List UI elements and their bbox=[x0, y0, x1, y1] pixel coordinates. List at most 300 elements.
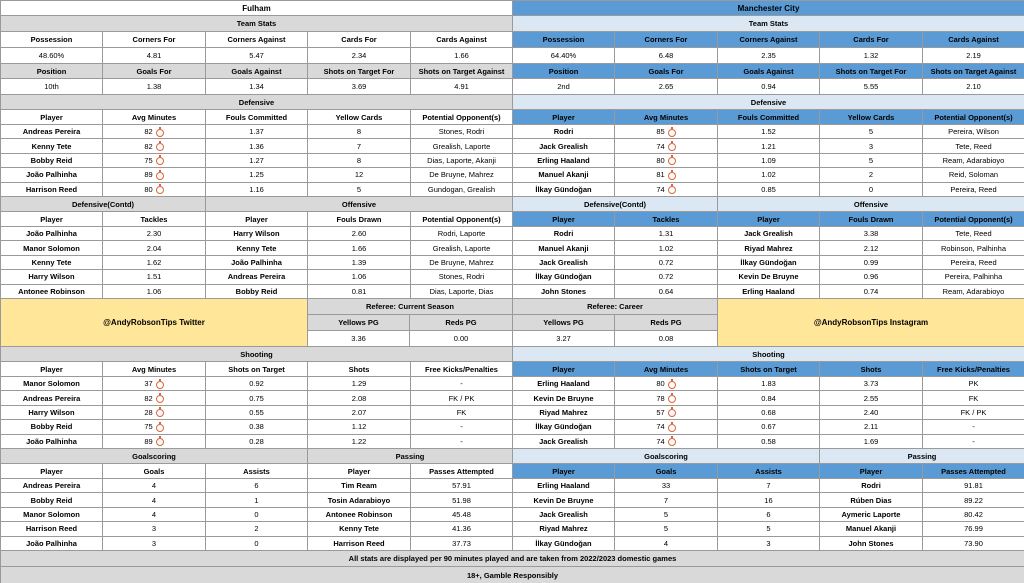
home-offensive-cell bbox=[411, 285, 513, 299]
away-offensive-cell bbox=[820, 227, 923, 241]
away-offensive-cell-text: Pereira, Reed bbox=[950, 257, 997, 267]
home-defensive-header-2 bbox=[206, 110, 308, 125]
away-goals-cell bbox=[615, 508, 718, 522]
home-goals-cell-text: Andreas Pereira bbox=[22, 481, 81, 491]
away-tackles-cell-text: Rodri bbox=[553, 229, 574, 239]
home-goals-header-0-text: Player bbox=[40, 466, 63, 476]
away-offensive-header-1-text: Fouls Drawn bbox=[848, 214, 894, 224]
home-shooting-cell bbox=[1, 391, 103, 405]
home-shooting-cell-text: 28 bbox=[144, 407, 153, 417]
away-shooting-cell bbox=[923, 391, 1024, 405]
away-defensive-header-0 bbox=[513, 110, 615, 125]
home-shooting-cell-text: 1.22 bbox=[351, 436, 367, 446]
away-passing-cell bbox=[923, 493, 1024, 507]
away-defensive-cell-text: Reid, Soloman bbox=[948, 170, 999, 180]
home-stats2-header-4 bbox=[411, 64, 513, 79]
away-defensive-cell bbox=[513, 154, 615, 168]
away-passing-cell-text: 73.90 bbox=[964, 538, 983, 548]
footer-gamble-row bbox=[1, 567, 1024, 583]
home-tackles-header-0-text: Player bbox=[40, 214, 63, 224]
away-shooting-header-1 bbox=[615, 362, 718, 377]
stopwatch-icon bbox=[668, 438, 676, 446]
away-stat1-value-text: 1.32 bbox=[863, 51, 879, 60]
home-offensive-cell bbox=[206, 256, 308, 270]
away-stats2-header-4-text: Shots on Target Against bbox=[930, 66, 1017, 76]
home-defensive-contd-title-text: Defensive(Contd) bbox=[71, 199, 135, 209]
away-shooting-cell-text: Erling Haaland bbox=[537, 379, 590, 389]
away-defensive-cell bbox=[513, 139, 615, 153]
home-offensive-cell-text: Grealish, Laporte bbox=[432, 243, 491, 253]
home-defensive-header-4 bbox=[411, 110, 513, 125]
home-shooting-cell bbox=[411, 406, 513, 420]
home-tackles-cell bbox=[103, 256, 206, 270]
home-defensive-cell bbox=[411, 139, 513, 153]
away-stats2-header-3-text: Shots on Target For bbox=[835, 66, 907, 76]
away-defensive-header-3 bbox=[820, 110, 923, 125]
home-shooting-cell-text: 0.28 bbox=[249, 436, 264, 446]
away-shooting-cell bbox=[513, 377, 615, 391]
home-offensive-cell bbox=[206, 285, 308, 299]
home-shooting-cell-text: 0.55 bbox=[249, 407, 264, 417]
home-defensive-cell bbox=[103, 168, 206, 182]
home-stats1-header-2-text: Corners Against bbox=[227, 35, 286, 44]
home-stat2-value-text: 1.34 bbox=[249, 82, 264, 91]
away-shooting-cell-text: Jack Grealish bbox=[539, 436, 588, 446]
home-offensive-cell bbox=[206, 227, 308, 241]
home-tackles-cell-text: João Palhinha bbox=[26, 229, 77, 239]
home-stat2-value bbox=[411, 79, 513, 95]
away-offensive-cell-text: 2.12 bbox=[863, 243, 879, 253]
home-stats1-header-0 bbox=[1, 32, 103, 48]
home-tackles-cell-text: 1.62 bbox=[146, 257, 162, 267]
home-stats2-header-2 bbox=[206, 64, 308, 79]
home-tackles-cell-text: Manor Solomon bbox=[23, 243, 80, 253]
home-offensive-cell-text: 1.39 bbox=[351, 257, 367, 267]
away-tackles-cell bbox=[513, 285, 615, 299]
home-stats2-header-3 bbox=[308, 64, 411, 79]
away-shooting-header-3-text: Shots bbox=[860, 364, 882, 374]
home-shooting-cell bbox=[411, 435, 513, 449]
home-shooting-cell-text: Manor Solomon bbox=[23, 379, 80, 389]
home-goals-cell-text: 1 bbox=[254, 495, 259, 505]
away-defensive-cell bbox=[820, 139, 923, 153]
home-passing-header-1 bbox=[411, 464, 513, 479]
away-goals-cell bbox=[718, 522, 820, 536]
away-shooting-cell-text: İlkay Gündoğan bbox=[535, 422, 592, 432]
home-stats2-header-4-text: Shots on Target Against bbox=[418, 66, 505, 76]
home-shooting-cell-text: FK bbox=[456, 407, 467, 417]
home-tackles-cell-text: Harry Wilson bbox=[28, 272, 75, 282]
away-shooting-cell-text: 0.68 bbox=[761, 407, 776, 417]
away-stat1-value bbox=[615, 48, 718, 64]
home-offensive-cell bbox=[308, 270, 411, 284]
home-tackles-cell-text: Kenny Tete bbox=[31, 257, 72, 267]
away-shooting-cell-text: PK bbox=[968, 379, 979, 389]
home-shooting-cell-text: 0.75 bbox=[249, 393, 264, 403]
home-defensive-cell-text: Grealish, Laporte bbox=[432, 141, 491, 151]
referee-current-title: Referee: Current Season bbox=[308, 299, 513, 315]
footer-note-row bbox=[1, 551, 1024, 567]
home-offensive-cell-text: João Palhinha bbox=[231, 257, 282, 267]
referee-career-yellows-label: Yellows PG bbox=[513, 315, 615, 331]
away-defensive-cell bbox=[923, 125, 1024, 139]
away-tackles-cell bbox=[513, 227, 615, 241]
away-tackles-cell-text: İlkay Gündoğan bbox=[535, 272, 592, 282]
home-shooting-cell bbox=[1, 377, 103, 391]
home-shooting-cell-text: 1.29 bbox=[351, 379, 367, 389]
shooting-data-row bbox=[1, 391, 1024, 405]
away-shooting-header-0 bbox=[513, 362, 615, 377]
home-offensive-header-1-text: Fouls Drawn bbox=[336, 214, 382, 224]
home-shooting-cell bbox=[308, 406, 411, 420]
home-goals-cell bbox=[206, 479, 308, 493]
away-stats2-header-0 bbox=[513, 64, 615, 79]
home-shooting-header-3-text: Shots bbox=[348, 364, 370, 374]
away-defensive-cell-text: 85 bbox=[656, 127, 665, 137]
away-stat2-value-text: 0.94 bbox=[761, 82, 776, 91]
stopwatch-icon bbox=[668, 143, 676, 151]
away-offensive-header-0 bbox=[718, 212, 820, 227]
away-shooting-header-4 bbox=[923, 362, 1024, 377]
away-offensive-cell bbox=[923, 241, 1024, 255]
away-shooting-cell bbox=[820, 435, 923, 449]
away-tackles-header-0 bbox=[513, 212, 615, 227]
home-offensive-cell bbox=[411, 270, 513, 284]
home-defensive-cell bbox=[308, 154, 411, 168]
home-offensive-cell-text: Andreas Pereira bbox=[227, 272, 286, 282]
home-offensive-cell bbox=[206, 270, 308, 284]
referee-current bbox=[308, 299, 513, 347]
home-tackles-header-0 bbox=[1, 212, 103, 227]
stopwatch-icon bbox=[668, 186, 676, 194]
defcontd-header-row bbox=[1, 212, 1024, 227]
away-shooting-cell-text: 3.73 bbox=[863, 379, 879, 389]
home-defensive-cell-text: 1.25 bbox=[249, 170, 264, 180]
away-passing-cell bbox=[820, 522, 923, 536]
home-offensive-cell-text: Kenny Tete bbox=[236, 243, 277, 253]
home-passing-cell-text: 41.36 bbox=[452, 524, 471, 534]
home-defensive-header-2-text: Fouls Committed bbox=[225, 112, 288, 122]
away-offensive-cell-text: Riyad Mahrez bbox=[744, 243, 793, 253]
home-shooting-header-3 bbox=[308, 362, 411, 377]
home-stat2-value-text: 4.91 bbox=[454, 82, 469, 91]
defensive-data-row bbox=[1, 154, 1024, 168]
home-stats1-header-3 bbox=[308, 32, 411, 48]
home-defensive-cell-text: Dias, Laporte, Akanji bbox=[427, 155, 496, 165]
goals-data-row bbox=[1, 479, 1024, 493]
away-stat1-value bbox=[820, 48, 923, 64]
home-goals-cell bbox=[206, 508, 308, 522]
away-goals-cell-text: 4 bbox=[663, 538, 669, 548]
away-shooting-cell-text: - bbox=[972, 422, 975, 432]
home-defensive-header-0-text: Player bbox=[40, 112, 63, 122]
stopwatch-icon bbox=[156, 438, 164, 446]
defcontd-data-row bbox=[1, 270, 1024, 284]
away-shooting-title-text: Shooting bbox=[752, 349, 785, 359]
home-defensive-cell-text: 1.36 bbox=[249, 141, 264, 151]
away-tackles-cell-text: Manuel Akanji bbox=[538, 243, 589, 253]
home-goals-cell-text: Bobby Reid bbox=[30, 495, 73, 505]
home-tackles-cell bbox=[103, 227, 206, 241]
home-offensive-cell bbox=[411, 256, 513, 270]
away-defensive-cell-text: 3 bbox=[868, 141, 874, 151]
away-defensive-cell bbox=[820, 168, 923, 182]
away-shooting-cell-text: - bbox=[972, 436, 975, 446]
referee-career-yellows: 3.27 bbox=[513, 331, 615, 347]
team-stats-header-row-1 bbox=[1, 32, 1024, 48]
away-defensive-cell-text: 0 bbox=[868, 184, 874, 194]
home-offensive-header-2 bbox=[411, 212, 513, 227]
home-offensive-cell-text: 1.06 bbox=[351, 272, 367, 282]
team-stats-title-row bbox=[1, 16, 1024, 32]
home-offensive-header-0-text: Player bbox=[245, 214, 268, 224]
stopwatch-icon bbox=[156, 129, 164, 137]
away-goals-cell bbox=[615, 493, 718, 507]
away-stats2-header-3 bbox=[820, 64, 923, 79]
instagram-promo: @AndyRobsonTips Instagram bbox=[718, 299, 1024, 347]
home-defensive-cell-text: 82 bbox=[144, 127, 153, 137]
home-tackles-cell bbox=[1, 270, 103, 284]
away-defensive-header-3-text: Yellow Cards bbox=[847, 112, 895, 122]
home-goals-cell-text: 6 bbox=[254, 481, 259, 491]
home-goals-header-1-text: Goals bbox=[143, 466, 165, 476]
home-shooting-header-4-text: Free Kicks/Penalties bbox=[425, 364, 498, 374]
stopwatch-icon bbox=[156, 143, 164, 151]
home-stat1-value-text: 48.60% bbox=[38, 51, 65, 60]
home-offensive-cell-text: Stones, Rodri bbox=[438, 272, 485, 282]
away-shooting-cell-text: 0.67 bbox=[761, 422, 776, 432]
home-tackles-cell bbox=[103, 285, 206, 299]
home-shooting-header-1-text: Avg Minutes bbox=[131, 364, 177, 374]
away-defensive-contd-title-text: Defensive(Contd) bbox=[583, 199, 647, 209]
away-stat2-value bbox=[615, 79, 718, 95]
home-shooting-cell-text: 2.07 bbox=[351, 407, 367, 417]
stopwatch-icon bbox=[156, 381, 164, 389]
away-defensive-cell-text: 0.85 bbox=[761, 184, 776, 194]
away-passing-cell-text: 76.99 bbox=[964, 524, 983, 534]
away-defensive-cell bbox=[820, 125, 923, 139]
home-goals-cell bbox=[103, 493, 206, 507]
home-shooting-cell bbox=[1, 420, 103, 434]
away-goals-cell-text: Erling Haaland bbox=[537, 481, 590, 491]
home-defensive-cell bbox=[411, 125, 513, 139]
goals-data-row bbox=[1, 508, 1024, 522]
away-offensive-cell bbox=[923, 227, 1024, 241]
home-defensive-cell-text: Gundogan, Grealish bbox=[427, 184, 496, 194]
away-stats2-header-4 bbox=[923, 64, 1024, 79]
home-defensive-cell-text: Kenny Tete bbox=[31, 141, 72, 151]
away-defensive-cell-text: 1.21 bbox=[761, 141, 776, 151]
stopwatch-icon bbox=[668, 395, 676, 403]
home-passing-cell bbox=[308, 479, 411, 493]
home-shooting-cell bbox=[308, 391, 411, 405]
away-stat1-value-text: 2.19 bbox=[966, 51, 981, 60]
home-defensive-cell-text: 7 bbox=[356, 141, 362, 151]
away-stat2-value bbox=[820, 79, 923, 95]
away-offensive-header-0-text: Player bbox=[757, 214, 780, 224]
away-defensive-cell bbox=[718, 168, 820, 182]
home-stat1-value-text: 4.81 bbox=[146, 51, 162, 60]
defcontd-title-row bbox=[1, 197, 1024, 212]
home-shooting-cell-text: 37 bbox=[144, 379, 153, 389]
away-stat1-value bbox=[513, 48, 615, 64]
home-shooting-cell-text: Andreas Pereira bbox=[22, 393, 81, 403]
away-shooting-cell bbox=[923, 377, 1024, 391]
home-passing-cell-text: Antonee Robinson bbox=[325, 509, 393, 519]
away-goals-header-0-text: Player bbox=[552, 466, 575, 476]
away-passing-header-0 bbox=[820, 464, 923, 479]
home-stats1-header-3-text: Cards For bbox=[341, 35, 377, 44]
away-defensive-cell-text: Jack Grealish bbox=[539, 141, 588, 151]
defensive-data-row bbox=[1, 139, 1024, 153]
home-defensive-cell bbox=[1, 168, 103, 182]
away-defensive-cell-text: 2 bbox=[868, 170, 874, 180]
away-shooting-cell-text: 1.83 bbox=[761, 379, 776, 389]
home-shooting-cell bbox=[411, 377, 513, 391]
away-defensive-cell bbox=[615, 154, 718, 168]
away-goals-cell bbox=[718, 537, 820, 551]
home-shooting-cell-text: 82 bbox=[144, 393, 153, 403]
away-defensive-title-text: Defensive bbox=[750, 97, 787, 107]
home-goalscoring-title bbox=[1, 449, 308, 464]
away-tackles-cell-text: 0.72 bbox=[658, 257, 674, 267]
away-stat2-value-text: 5.55 bbox=[863, 82, 879, 91]
away-offensive-title-text: Offensive bbox=[853, 199, 889, 209]
away-defensive-cell bbox=[615, 183, 718, 197]
away-offensive-cell bbox=[923, 256, 1024, 270]
home-tackles-cell-text: 1.06 bbox=[146, 286, 162, 296]
away-goals-cell bbox=[513, 537, 615, 551]
home-stats1-header-4-text: Cards Against bbox=[436, 35, 487, 44]
shooting-data-row bbox=[1, 406, 1024, 420]
home-team-stats-label: Team Stats bbox=[1, 16, 513, 32]
home-goals-cell bbox=[1, 508, 103, 522]
home-passing-cell bbox=[411, 493, 513, 507]
away-passing-cell bbox=[923, 522, 1024, 536]
home-tackles-cell-text: Antonee Robinson bbox=[18, 286, 85, 296]
away-passing-title-text: Passing bbox=[907, 451, 937, 461]
away-stat1-value-text: 6.48 bbox=[658, 51, 674, 60]
home-goals-cell-text: 0 bbox=[254, 509, 259, 519]
home-shooting-cell-text: 75 bbox=[144, 422, 153, 432]
away-defensive-header-0-text: Player bbox=[552, 112, 575, 122]
home-tackles-cell-text: 2.04 bbox=[146, 243, 162, 253]
home-stats1-header-2 bbox=[206, 32, 308, 48]
shooting-data-row bbox=[1, 377, 1024, 391]
home-stat1-value-text: 5.47 bbox=[249, 51, 264, 60]
away-goals-cell-text: 7 bbox=[663, 495, 669, 505]
away-defensive-header-1 bbox=[615, 110, 718, 125]
away-tackles-header-0-text: Player bbox=[552, 214, 575, 224]
home-goals-cell bbox=[1, 479, 103, 493]
away-stat2-value-text: 2nd bbox=[557, 82, 570, 91]
shooting-data-row bbox=[1, 435, 1024, 449]
away-offensive-cell bbox=[923, 285, 1024, 299]
away-shooting-cell-text: 57 bbox=[656, 407, 665, 417]
home-team-title: Fulham bbox=[1, 1, 513, 16]
away-stats1-header-4 bbox=[923, 32, 1024, 48]
team-stats-value-row-2 bbox=[1, 79, 1024, 95]
away-stat2-value bbox=[718, 79, 820, 95]
home-goals-cell bbox=[1, 522, 103, 536]
referee-current-reds: 0.00 bbox=[410, 331, 513, 347]
home-offensive-cell-text: 0.81 bbox=[351, 286, 367, 296]
away-shooting-header-2 bbox=[718, 362, 820, 377]
defensive-header-row bbox=[1, 110, 1024, 125]
away-defensive-cell-text: Tete, Reed bbox=[955, 141, 992, 151]
home-shooting-cell bbox=[411, 420, 513, 434]
away-passing-cell-text: Aymeric Laporte bbox=[841, 509, 901, 519]
away-shooting-cell bbox=[615, 435, 718, 449]
away-defensive-cell-text: Pereira, Reed bbox=[950, 184, 997, 194]
referee-row bbox=[1, 299, 1024, 347]
away-goalscoring-title bbox=[513, 449, 820, 464]
away-shooting-cell bbox=[923, 435, 1024, 449]
home-stats1-header-0-text: Possession bbox=[30, 35, 73, 44]
away-defensive-cell-text: 74 bbox=[656, 184, 665, 194]
stopwatch-icon bbox=[156, 172, 164, 180]
home-offensive-cell bbox=[206, 241, 308, 255]
home-shooting-cell bbox=[206, 420, 308, 434]
stopwatch-icon bbox=[156, 186, 164, 194]
home-shooting-cell bbox=[103, 391, 206, 405]
away-passing-cell bbox=[923, 537, 1024, 551]
away-shooting-cell-text: FK / PK bbox=[960, 407, 987, 417]
home-stat2-value-text: 1.38 bbox=[146, 82, 162, 91]
away-offensive-cell bbox=[718, 256, 820, 270]
away-passing-cell-text: John Stones bbox=[848, 538, 894, 548]
home-offensive-cell-text: Harry Wilson bbox=[233, 229, 280, 239]
home-shooting-cell bbox=[206, 406, 308, 420]
away-defensive-cell-text: 5 bbox=[868, 127, 874, 137]
away-passing-cell-text: Rodri bbox=[861, 481, 881, 491]
away-defensive-cell-text: 1.02 bbox=[761, 170, 776, 180]
home-shooting-header-0-text: Player bbox=[40, 364, 63, 374]
away-goals-cell-text: Kevin De Bruyne bbox=[533, 495, 594, 505]
home-stats2-header-0 bbox=[1, 64, 103, 79]
home-defensive-header-1 bbox=[103, 110, 206, 125]
stopwatch-icon bbox=[156, 395, 164, 403]
home-defensive-cell bbox=[206, 154, 308, 168]
home-shooting-header-0 bbox=[1, 362, 103, 377]
home-defensive-header-0 bbox=[1, 110, 103, 125]
away-tackles-cell bbox=[615, 227, 718, 241]
away-team-stats-label: Team Stats bbox=[513, 16, 1024, 32]
away-shooting-cell-text: 0.84 bbox=[761, 393, 776, 403]
home-tackles-cell-text: 2.30 bbox=[146, 229, 162, 239]
home-passing-cell bbox=[411, 508, 513, 522]
away-goals-cell-text: Riyad Mahrez bbox=[539, 524, 588, 534]
away-stats2-header-1-text: Goals For bbox=[648, 66, 684, 76]
away-defensive-cell bbox=[615, 139, 718, 153]
home-shooting-cell-text: 0.92 bbox=[249, 379, 264, 389]
away-defensive-cell-text: 1.09 bbox=[761, 155, 776, 165]
away-defensive-cell bbox=[615, 125, 718, 139]
away-shooting-header-3 bbox=[820, 362, 923, 377]
home-defensive-cell-text: Andreas Pereira bbox=[22, 127, 81, 137]
away-offensive-header-1 bbox=[820, 212, 923, 227]
home-stat1-value-text: 2.34 bbox=[351, 51, 367, 60]
home-stats2-header-3-text: Shots on Target For bbox=[323, 66, 395, 76]
away-offensive-cell-text: 0.99 bbox=[863, 257, 879, 267]
home-defensive-contd-title bbox=[1, 197, 206, 212]
away-goals-cell-text: 33 bbox=[661, 481, 671, 491]
away-tackles-header-1 bbox=[615, 212, 718, 227]
home-stats1-header-1-text: Corners For bbox=[132, 35, 176, 44]
away-goals-cell bbox=[718, 493, 820, 507]
home-offensive-header-0 bbox=[206, 212, 308, 227]
home-defensive-cell bbox=[206, 125, 308, 139]
